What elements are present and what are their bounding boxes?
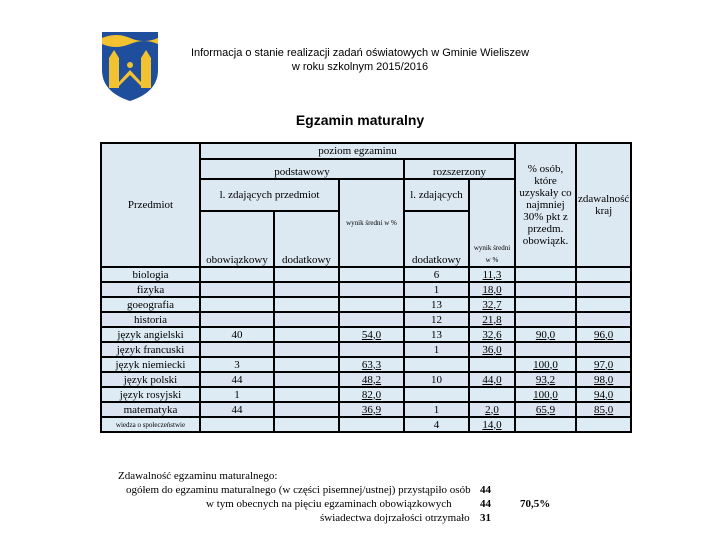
cell-pct30: 100,0	[515, 387, 576, 402]
header-pass-country: zdawalność kraj	[576, 143, 631, 267]
cell-country: 94,0	[576, 387, 631, 402]
cell-pct30	[515, 267, 576, 282]
header-basic-count: l. zdających przedmiot	[200, 179, 339, 211]
cell-country	[576, 417, 631, 432]
cell-pct30	[515, 312, 576, 327]
cell-mand: 44	[200, 402, 274, 417]
cell-subject: historia	[101, 312, 200, 327]
summary-line-1: ogółem do egzaminu maturalnego (w części pisemnej/ustnej) przystąpiło osób	[126, 484, 471, 496]
cell-ext-avg: 2,0	[469, 402, 515, 417]
header-extended: rozszerzony	[404, 159, 515, 179]
table-row	[101, 417, 631, 432]
cell-add	[274, 312, 339, 327]
cell-avg: 48,2	[339, 372, 404, 387]
cell-mand	[200, 417, 274, 432]
header-basic-avg: wynik średni w %	[339, 179, 404, 267]
cell-pct30	[515, 417, 576, 432]
cell-ext-avg: 11,3	[469, 267, 515, 282]
cell-avg	[339, 282, 404, 297]
cell-country	[576, 297, 631, 312]
title-line-2: w roku szkolnym 2015/2016	[291, 61, 429, 73]
table-row	[101, 342, 631, 357]
summary-line-2: w tym obecnych na pięciu egzaminach obowiązkowych	[206, 498, 452, 510]
summary-line-2-pct: 70,5%	[520, 498, 551, 510]
cell-pct30	[515, 342, 576, 357]
cell-ext-add: 1	[404, 282, 469, 297]
table-row	[101, 402, 631, 417]
summary-line-3: świadectwa dojrzałości otrzymało	[320, 512, 470, 524]
cell-subject: goeografia	[101, 297, 200, 312]
cell-avg	[339, 342, 404, 357]
cell-ext-add	[404, 387, 469, 402]
header-level: poziom egzaminu	[200, 143, 515, 159]
cell-avg: 82,0	[339, 387, 404, 402]
cell-subject: język niemiecki	[101, 357, 200, 372]
cell-add	[274, 357, 339, 372]
exam-results-table	[100, 142, 632, 433]
section-title: Egzamin maturalny	[295, 112, 425, 128]
cell-country	[576, 282, 631, 297]
cell-avg	[339, 312, 404, 327]
cell-avg: 54,0	[339, 327, 404, 342]
cell-add	[274, 267, 339, 282]
summary-heading: Zdawalność egzaminu maturalnego:	[118, 470, 278, 482]
cell-ext-avg	[469, 357, 515, 372]
cell-ext-add: 13	[404, 297, 469, 312]
table-row	[101, 282, 631, 297]
cell-pct30: 65,9	[515, 402, 576, 417]
cell-ext-add: 12	[404, 312, 469, 327]
header-additional: dodatkowy	[274, 211, 339, 267]
table-row	[101, 357, 631, 372]
cell-ext-avg: 32,7	[469, 297, 515, 312]
cell-country	[576, 342, 631, 357]
cell-subject: biologia	[101, 267, 200, 282]
cell-mand	[200, 267, 274, 282]
page-title	[160, 46, 560, 74]
header-ext-avg: wynik średni w %	[469, 179, 515, 267]
cell-add	[274, 327, 339, 342]
cell-avg	[339, 267, 404, 282]
coat-of-arms-logo	[100, 30, 160, 102]
cell-ext-add: 1	[404, 342, 469, 357]
header-mandatory: obowiązkowy	[200, 211, 274, 267]
cell-country: 85,0	[576, 402, 631, 417]
cell-country: 96,0	[576, 327, 631, 342]
cell-add	[274, 282, 339, 297]
cell-avg: 63,3	[339, 357, 404, 372]
table-row	[101, 327, 631, 342]
table-body	[101, 267, 631, 432]
cell-add	[274, 342, 339, 357]
cell-country: 98,0	[576, 372, 631, 387]
cell-ext-avg: 32,6	[469, 327, 515, 342]
table-row	[101, 387, 631, 402]
header-pct30: % osób, które uzyskały co najmniej 30% pkt z przedm. obowiązk.	[515, 143, 576, 267]
cell-mand	[200, 342, 274, 357]
summary-line-2-value: 44	[480, 498, 491, 510]
cell-ext-add: 4	[404, 417, 469, 432]
cell-subject: język francuski	[101, 342, 200, 357]
cell-subject: język polski	[101, 372, 200, 387]
cell-pct30	[515, 282, 576, 297]
cell-subject: język rosyjski	[101, 387, 200, 402]
cell-add	[274, 417, 339, 432]
cell-subject: wiedza o społeczeństwie	[101, 417, 200, 432]
table-row	[101, 267, 631, 282]
cell-add	[274, 372, 339, 387]
cell-pct30	[515, 297, 576, 312]
cell-ext-avg	[469, 387, 515, 402]
cell-ext-avg: 21,8	[469, 312, 515, 327]
summary-line-1-value: 44	[480, 484, 491, 496]
cell-mand: 1	[200, 387, 274, 402]
cell-add	[274, 297, 339, 312]
cell-mand	[200, 282, 274, 297]
cell-ext-add: 13	[404, 327, 469, 342]
title-line-1: Informacja o stanie realizacji zadań oświatowych w Gminie Wieliszew	[190, 47, 530, 59]
cell-ext-avg: 18,0	[469, 282, 515, 297]
cell-mand: 40	[200, 327, 274, 342]
cell-ext-avg: 36,0	[469, 342, 515, 357]
cell-country	[576, 312, 631, 327]
cell-ext-avg: 14,0	[469, 417, 515, 432]
table-row	[101, 297, 631, 312]
cell-subject: matematyka	[101, 402, 200, 417]
cell-avg: 36,9	[339, 402, 404, 417]
header-ext-additional: dodatkowy	[404, 211, 469, 267]
header-subject: Przedmiot	[101, 143, 200, 267]
cell-add	[274, 387, 339, 402]
cell-add	[274, 402, 339, 417]
cell-ext-add	[404, 357, 469, 372]
cell-mand: 44	[200, 372, 274, 387]
cell-mand	[200, 297, 274, 312]
cell-pct30: 90,0	[515, 327, 576, 342]
cell-country: 97,0	[576, 357, 631, 372]
cell-ext-add: 6	[404, 267, 469, 282]
table-row	[101, 372, 631, 387]
cell-ext-avg: 44,0	[469, 372, 515, 387]
cell-ext-add: 10	[404, 372, 469, 387]
cell-country	[576, 267, 631, 282]
cell-avg	[339, 417, 404, 432]
header-basic: podstawowy	[200, 159, 404, 179]
cell-pct30: 93,2	[515, 372, 576, 387]
cell-ext-add: 1	[404, 402, 469, 417]
cell-mand: 3	[200, 357, 274, 372]
summary-line-3-value: 31	[480, 512, 491, 524]
header-ext-count: l. zdających	[404, 179, 469, 211]
table-row	[101, 312, 631, 327]
cell-avg	[339, 297, 404, 312]
cell-pct30: 100,0	[515, 357, 576, 372]
cell-subject: język angielski	[101, 327, 200, 342]
cell-mand	[200, 312, 274, 327]
cell-subject: fizyka	[101, 282, 200, 297]
